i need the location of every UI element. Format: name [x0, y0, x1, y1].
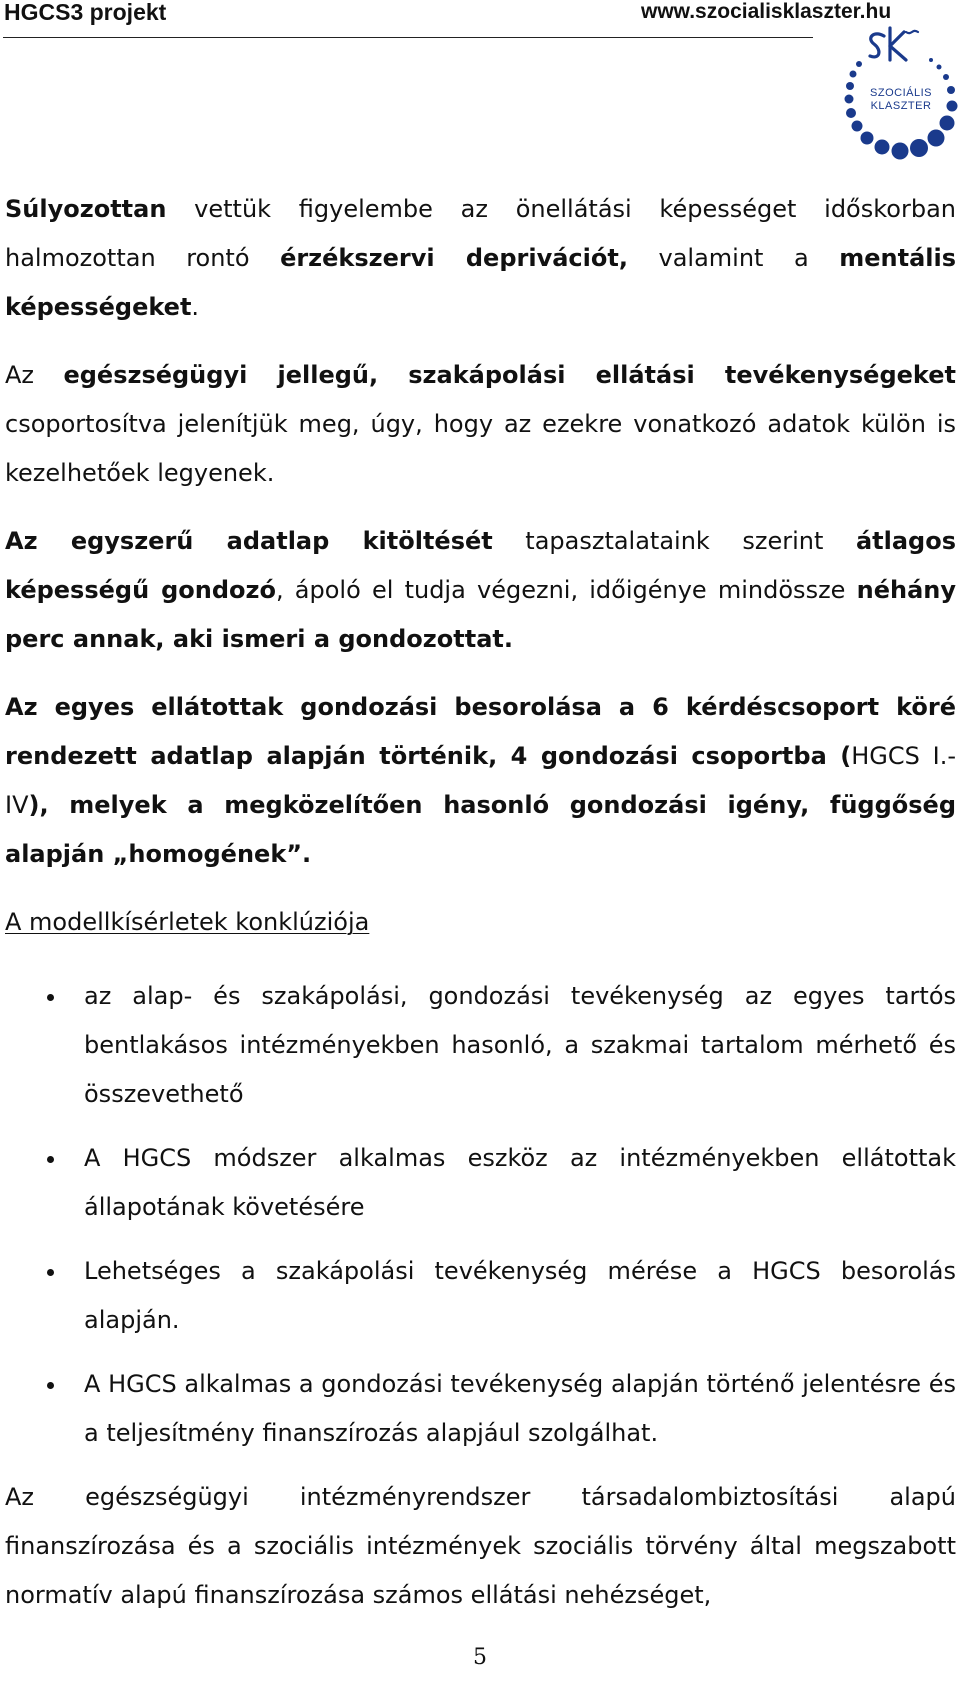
- paragraph-adatlap: [5, 517, 956, 664]
- section-heading: A modellkísérletek konklúziója: [5, 908, 370, 936]
- project-title: HGCS3 projekt: [4, 0, 167, 25]
- logo-text: [861, 87, 941, 113]
- bullet-icon: [47, 1382, 54, 1389]
- emphasis-text: érzékszervi deprivációt,: [280, 244, 628, 272]
- emphasis-text: Súlyozottan: [5, 195, 167, 223]
- body-text: tapasztalataink szerint: [492, 527, 856, 555]
- body-text: .: [191, 293, 200, 321]
- body-text: , ápoló el tudja végezni, időigénye mindössze: [275, 576, 857, 604]
- bullet-icon: [47, 1156, 54, 1163]
- list-item: [5, 1134, 956, 1232]
- body-text: Az: [5, 361, 64, 389]
- paragraph-sulyozottan: [5, 185, 956, 332]
- emphasis-text: mentális képességeket: [5, 244, 956, 321]
- bullet-icon: [47, 1269, 54, 1276]
- emphasis-text: Az egyszerű adatlap kitöltését: [5, 527, 493, 555]
- emphasis-text: egészségügyi jellegű, szakápolási ellátási tevékenységeket: [63, 361, 956, 389]
- body-text: csoportosítva jelenítjük meg, úgy, hogy az ezekre vonatkozó adatok külön is kezelhetőek legyenek.: [5, 410, 956, 487]
- emphasis-text: Az egyes ellátottak gondozási besorolása a 6 kérdéscsoport köré rendezett adatlap alapján történik, 4 gondozási csoportba (: [5, 693, 956, 770]
- paragraph-finanszirozas: Az egészségügyi intézményrendszer társadalombiztosítási alapú finanszírozása és a szociális intézmények szociális törvény által megszabott normatív alapú finanszírozása számos ellátási nehézséget,: [5, 1483, 956, 1609]
- header-divider: [3, 37, 813, 38]
- list-item: [5, 1247, 956, 1345]
- conclusion-list: [5, 972, 956, 1458]
- body-text: HGCS I.-IV: [5, 742, 956, 819]
- paragraph-besorolas: [5, 683, 956, 879]
- logo-text-line2: KLASZTER: [870, 100, 932, 112]
- list-item-text: A HGCS módszer alkalmas eszköz az intézményekben ellátottak állapotának követésére: [84, 1144, 956, 1221]
- paragraph-egeszsegugyi: [5, 351, 956, 498]
- document-body: [5, 185, 956, 1639]
- list-item-text: az alap- és szakápolási, gondozási tevékenység az egyes tartós bentlakásos intézményekben hasonló, a szakmai tartalom mérhető és összevethető: [84, 982, 956, 1108]
- website-url[interactable]: www.szocialisklaszter.hu: [641, 0, 892, 23]
- emphasis-text: átlagos képességű gondozó: [5, 527, 956, 604]
- list-item: [5, 1360, 956, 1458]
- body-text: vettük figyelembe az önellátási képességet időskorban halmozottan rontó: [5, 195, 956, 272]
- emphasis-text: ), melyek a megközelítően hasonló gondozási igény, függőség alapján „homogének”.: [5, 791, 956, 868]
- page-header: [0, 0, 960, 160]
- logo-text-line1: SZOCIÁLIS: [870, 87, 932, 99]
- list-item-text: Lehetséges a szakápolási tevékenység mérése a HGCS besorolás alapján.: [84, 1257, 956, 1334]
- emphasis-text: néhány perc annak, aki ismeri a gondozottat.: [5, 576, 956, 653]
- body-text: valamint a: [627, 244, 840, 272]
- list-item-text: A HGCS alkalmas a gondozási tevékenység alapján történő jelentésre és a teljesítmény finanszírozás alapjául szolgálhat.: [84, 1370, 956, 1447]
- page-number: 5: [473, 1645, 487, 1670]
- bullet-icon: [47, 994, 54, 1001]
- list-item: [5, 972, 956, 1119]
